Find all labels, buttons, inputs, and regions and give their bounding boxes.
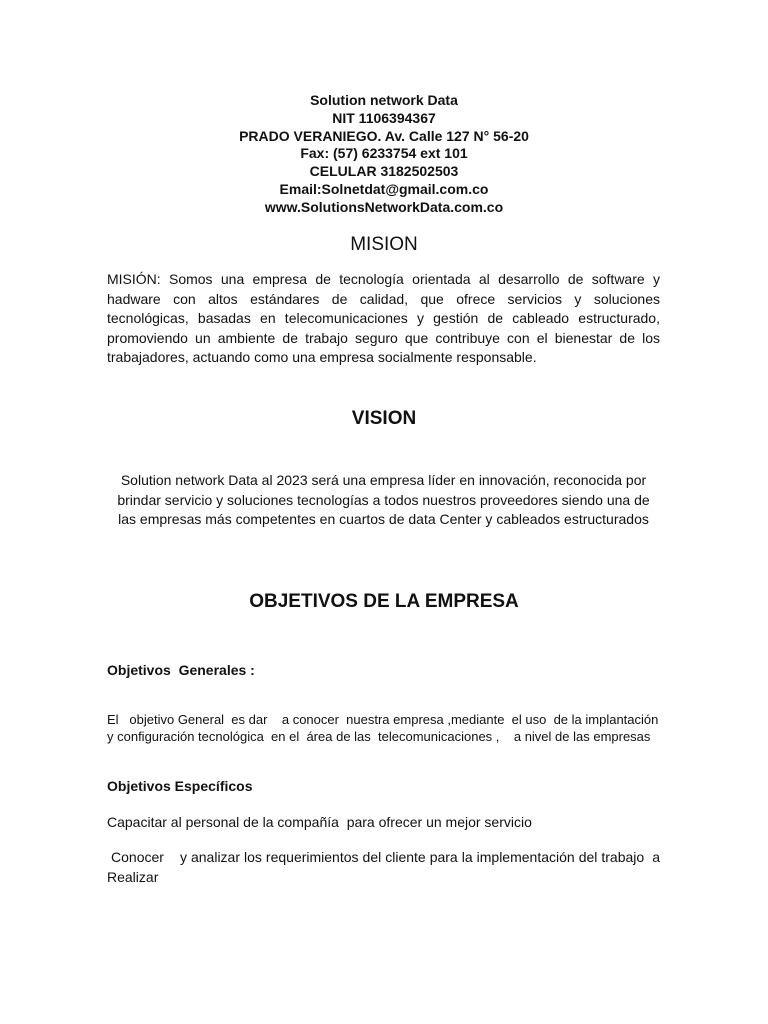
company-email: Email:Solnetdat@gmail.com.co [279, 180, 489, 197]
vision-paragraph: Solution network Data al 2023 será una empresa líder en innovación, reconocida por brindar servicio y soluciones tecnologías a todos nuestros proveedores siendo una de las empresas más competentes en cuartos de data Center y cableados estructurados [117, 472, 650, 527]
mision-heading: MISION [350, 234, 418, 255]
company-name: Solution network Data [310, 92, 458, 108]
objetivos-especificos-item-2: Conocer y analizar los requerimientos del cliente para la implementación del trabajo a Realizar [107, 849, 668, 885]
vision-heading: VISION [351, 408, 417, 429]
company-header [0, 92, 768, 217]
mision-paragraph: MISIÓN: Somos una empresa de tecnología orientada al desarrollo de software y hadware con altos estándares de calidad, que ofrece servicios y soluciones tecnológicas, basadas en telecomunicaciones y gestión de cableado estructurado, promoviendo un ambiente de trabajo seguro que contribuye con el bienestar de los trabajadores, actuando como una empresa socialmente responsable. [107, 271, 660, 365]
company-website: www.SolutionsNetworkData.com.co [264, 198, 504, 215]
company-celular: CELULAR 3182502503 [309, 163, 459, 180]
company-nit: NIT 1106394367 [332, 109, 436, 126]
objetivos-especificos-heading: Objetivos Específicos [107, 778, 253, 794]
company-address: PRADO VERANIEGO. Av. Calle 127 N° 56-20 [239, 127, 529, 144]
objetivos-generales-heading: Objetivos Generales : [107, 662, 255, 678]
objetivos-generales-paragraph: El objetivo General es dar a conocer nuestra empresa ,mediante el uso de la implantación y configuración tecnológica en el área de las telecomunicaciones , a nivel de las empresas [107, 712, 662, 744]
objetivos-especificos-item-1: Capacitar al personal de la compañía para ofrecer un mejor servicio [107, 814, 532, 830]
company-fax: Fax: (57) 6233754 ext 101 [300, 145, 468, 162]
objetivos-heading: OBJETIVOS DE LA EMPRESA [249, 591, 519, 612]
